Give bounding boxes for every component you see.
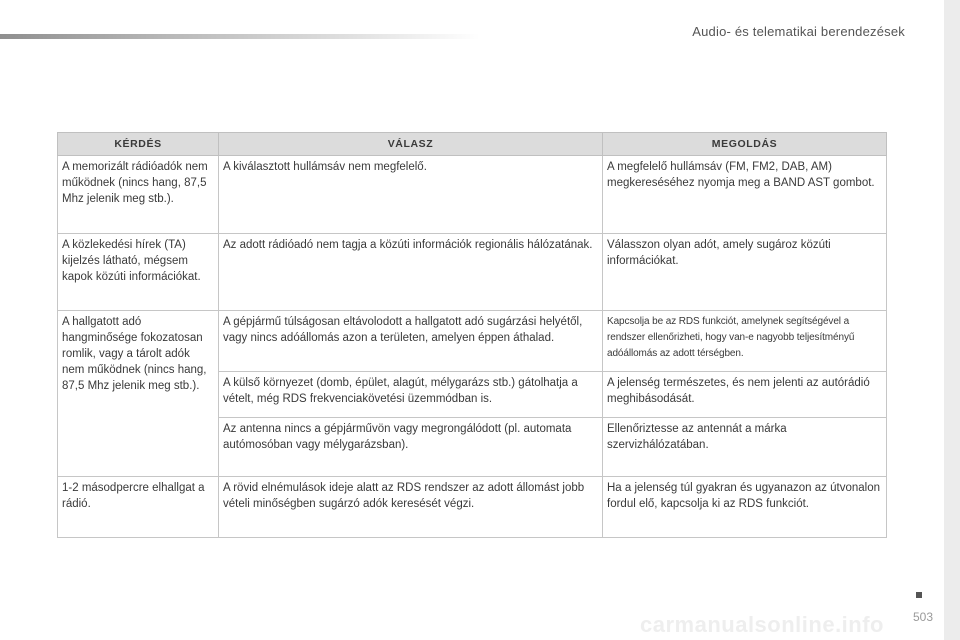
solution-cell: A megfelelő hullámsáv (FM, FM2, DAB, AM) megkereséséhez nyomja meg a BAND AST gombot. [603, 156, 887, 234]
table-row [58, 311, 887, 372]
solution-cell: A jelenség természetes, és nem jelenti az autórádió meghibásodását. [603, 372, 887, 418]
answer-cell: A külső környezet (domb, épület, alagút, mélygarázs stb.) gátolhatja a vételt, még RDS frekvenciakövetési üzemmódban is. [219, 372, 603, 418]
answer-cell: A kiválasztott hullámsáv nem megfelelő. [219, 156, 603, 234]
solution-cell: Válasszon olyan adót, amely sugároz közúti információkat. [603, 234, 887, 311]
troubleshooting-table [57, 132, 887, 538]
watermark-text: carmanualsonline.info [640, 612, 884, 637]
column-header-answer: VÁLASZ [219, 133, 603, 156]
page-edge-strip [944, 0, 960, 640]
question-cell: 1-2 másodpercre elhallgat a rádió. [58, 477, 219, 538]
solution-cell: Ellenőriztesse az antennát a márka szervizhálózatában. [603, 418, 887, 477]
answer-cell: Az adott rádióadó nem tagja a közúti információk regionális hálózatának. [219, 234, 603, 311]
answer-cell: Az antenna nincs a gépjárművön vagy megrongálódott (pl. automata autómosóban vagy mélygarázsban). [219, 418, 603, 477]
footer-square-marker [916, 592, 922, 598]
question-cell: A memorizált rádióadók nem működnek (nincs hang, 87,5 Mhz jelenik meg stb.). [58, 156, 219, 234]
page-number: 503 [913, 610, 934, 624]
table-row [58, 477, 887, 538]
table-row [58, 156, 887, 234]
header-gradient-bar [0, 34, 480, 39]
question-cell: A közlekedési hírek (TA) kijelzés látható, mégsem kapok közúti információkat. [58, 234, 219, 311]
table-row [58, 234, 887, 311]
page-header-title: Audio- és telematikai berendezések [692, 24, 905, 39]
table-header-row [58, 133, 887, 156]
answer-cell: A rövid elnémulások ideje alatt az RDS rendszer az adott állomást jobb vételi minőségben sugárzó adók keresését végzi. [219, 477, 603, 538]
solution-cell: Kapcsolja be az RDS funkciót, amelynek segítségével a rendszer ellenőrizheti, hogy van-e nagyobb teljesítményű adóállomás az adott térségben. [603, 311, 887, 372]
column-header-question: KÉRDÉS [58, 133, 219, 156]
column-header-solution: MEGOLDÁS [603, 133, 887, 156]
question-cell: A hallgatott adó hangminősége fokozatosan romlik, vagy a tárolt adók nem működnek (nincs hang, 87,5 Mhz jelenik meg stb.). [58, 311, 219, 477]
answer-cell: A gépjármű túlságosan eltávolodott a hallgatott adó sugárzási helyétől, vagy nincs adóállomás azon a területen, amelyen éppen áthalad. [219, 311, 603, 372]
solution-cell: Ha a jelenség túl gyakran és ugyanazon az útvonalon fordul elő, kapcsolja ki az RDS funkciót. [603, 477, 887, 538]
